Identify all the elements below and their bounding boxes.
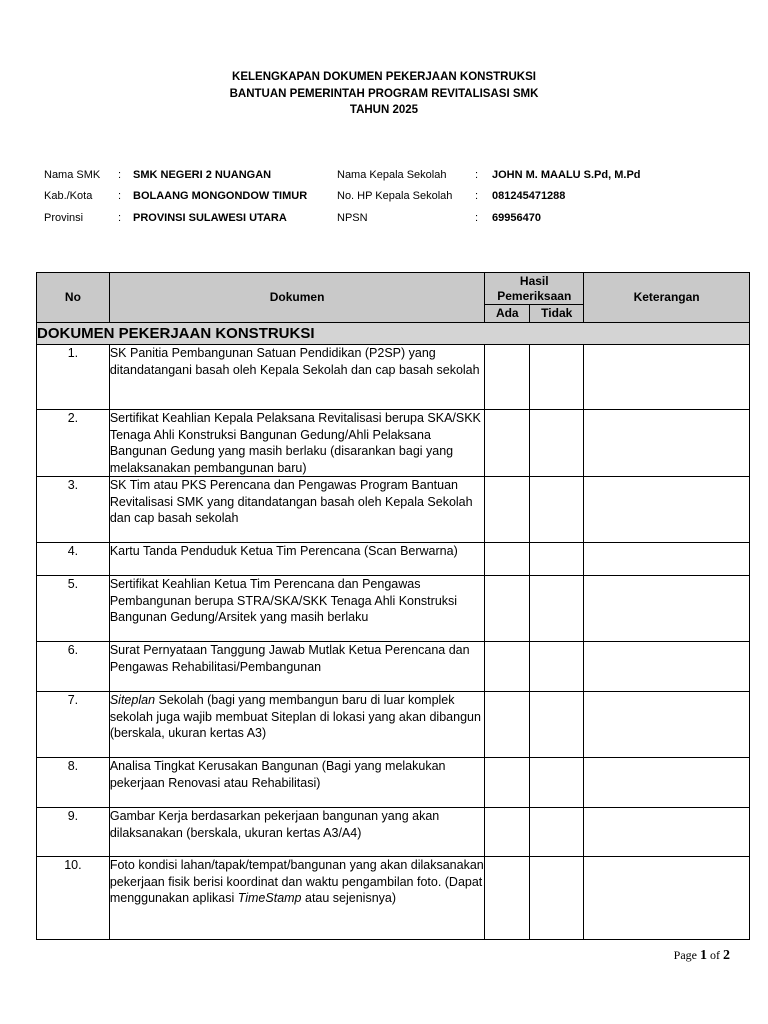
row-document (109, 692, 484, 758)
document-title-line2: BANTUAN PEMERINTAH PROGRAM REVITALISASI SMK (229, 88, 539, 100)
row-number: 3. (37, 477, 110, 543)
npsn-label: NPSN (337, 212, 368, 224)
ada-cell[interactable] (485, 808, 530, 857)
colon: : (118, 169, 122, 181)
timestamp-italic: TimeStamp (237, 891, 302, 905)
keterangan-cell[interactable] (584, 642, 750, 692)
ada-cell[interactable] (485, 642, 530, 692)
document-title-line1: KELENGKAPAN DOKUMEN PEKERJAAN KONSTRUKSI (232, 71, 536, 83)
keterangan-cell[interactable] (584, 576, 750, 642)
tidak-cell[interactable] (530, 410, 584, 477)
page-number: 1 (700, 948, 707, 963)
row-number: 9. (37, 808, 110, 857)
hp-value: 081245471288 (492, 190, 566, 202)
table-row (37, 345, 750, 410)
tidak-cell[interactable] (530, 692, 584, 758)
tidak-cell[interactable] (530, 543, 584, 576)
row-number: 4. (37, 543, 110, 576)
row-document: SK Panitia Pembangunan Satuan Pendidikan (P2SP) yang ditandatangani basah oleh Kepala Sekolah dan cap basah sekolah (109, 345, 484, 410)
page-word: Page (673, 948, 697, 962)
row-number: 10. (37, 857, 110, 940)
row-number: 6. (37, 642, 110, 692)
siteplan-italic: Siteplan (109, 693, 156, 707)
provinsi-value: PROVINSI SULAWESI UTARA (133, 212, 287, 224)
nama-smk-value: SMK NEGERI 2 NUANGAN (133, 169, 272, 181)
table-row (37, 857, 750, 940)
header-keterangan: Keterangan (584, 273, 750, 323)
ada-cell[interactable] (485, 692, 530, 758)
of-word: of (710, 948, 720, 962)
colon: : (475, 169, 479, 181)
row-document-text: Sekolah (bagi yang membangun baru di luar komplek sekolah juga wajib membuat Siteplan di lokasi yang akan dibangun (berskala, ukuran kertas A3) (109, 693, 481, 740)
keterangan-cell[interactable] (584, 345, 750, 410)
provinsi-label: Provinsi (44, 212, 84, 224)
keterangan-cell[interactable] (584, 758, 750, 808)
row-document-text: Foto kondisi lahan/tapak/tempat/bangunan yang akan dilaksanakan pekerjaan fisik berisi koordinat dan waktu pengambilan foto. (Dapat menggunakan aplikasi (109, 858, 484, 905)
header-tidak: Tidak (530, 305, 584, 323)
row-document: Sertifikat Keahlian Kepala Pelaksana Revitalisasi berupa SKA/SKK Tenaga Ahli Konstruksi Bangunan Gedung/Ahli Pelaksana Bangunan Gedung yang masih berlaku (disarankan bagi yang melaksanakan pembangunan baru) (109, 410, 484, 477)
nama-smk-label: Nama SMK (44, 169, 101, 181)
row-document: SK Tim atau PKS Perencana dan Pengawas Program Bantuan Revitalisasi SMK yang ditandatangan basah oleh Kepala Sekolah dan cap basah sekolah (109, 477, 484, 543)
table-row (37, 808, 750, 857)
kepsek-value: JOHN M. MAALU S.Pd, M.Pd (492, 169, 641, 181)
colon: : (475, 190, 479, 202)
keterangan-cell[interactable] (584, 543, 750, 576)
ada-cell[interactable] (485, 758, 530, 808)
page-total: 2 (723, 948, 730, 963)
table-row (37, 543, 750, 576)
header-dokumen: Dokumen (109, 273, 484, 323)
ada-cell[interactable] (485, 410, 530, 477)
ada-cell[interactable] (485, 857, 530, 940)
header-ada: Ada (485, 305, 530, 323)
table-row (37, 477, 750, 543)
row-document: Kartu Tanda Penduduk Ketua Tim Perencana (Scan Berwarna) (109, 543, 484, 576)
colon: : (118, 190, 122, 202)
row-document-text-after: atau sejenisnya) (301, 891, 397, 905)
colon: : (118, 212, 122, 224)
kabkota-value: BOLAANG MONGONDOW TIMUR (133, 190, 308, 202)
document-title-line3: TAHUN 2025 (349, 104, 419, 116)
row-number: 8. (37, 758, 110, 808)
ada-cell[interactable] (485, 543, 530, 576)
keterangan-cell[interactable] (584, 692, 750, 758)
tidak-cell[interactable] (530, 642, 584, 692)
page-footer (674, 948, 730, 964)
table-row (37, 692, 750, 758)
tidak-cell[interactable] (530, 345, 584, 410)
header-no: No (37, 273, 110, 323)
document-checklist-table (36, 272, 750, 940)
ada-cell[interactable] (485, 345, 530, 410)
ada-cell[interactable] (485, 477, 530, 543)
ada-cell[interactable] (485, 576, 530, 642)
row-document: Gambar Kerja berdasarkan pekerjaan bangunan yang akan dilaksanakan (berskala, ukuran kertas A3/A4) (109, 808, 484, 857)
row-document (109, 857, 484, 940)
section-heading: DOKUMEN PEKERJAAN KONSTRUKSI (37, 323, 750, 345)
tidak-cell[interactable] (530, 808, 584, 857)
table-row (37, 642, 750, 692)
row-number: 2. (37, 410, 110, 477)
tidak-cell[interactable] (530, 477, 584, 543)
tidak-cell[interactable] (530, 758, 584, 808)
kabkota-label: Kab./Kota (44, 190, 93, 202)
row-document: Sertifikat Keahlian Ketua Tim Perencana dan Pengawas Pembangunan berupa STRA/SKA/SKK Tenaga Ahli Konstruksi Bangunan Gedung/Arsitek yang masih berlaku (109, 576, 484, 642)
table-row (37, 758, 750, 808)
kepsek-label: Nama Kepala Sekolah (337, 169, 447, 181)
row-number: 1. (37, 345, 110, 410)
tidak-cell[interactable] (530, 576, 584, 642)
row-document: Analisa Tingkat Kerusakan Bangunan (Bagi yang melakukan pekerjaan Renovasi atau Rehabilitasi) (109, 758, 484, 808)
keterangan-cell[interactable] (584, 410, 750, 477)
keterangan-cell[interactable] (584, 808, 750, 857)
keterangan-cell[interactable] (584, 477, 750, 543)
header-hasil-pemeriksaan: Hasil Pemeriksaan (485, 273, 584, 305)
table-row (37, 576, 750, 642)
npsn-value: 69956470 (492, 212, 541, 224)
colon: : (475, 212, 479, 224)
row-number: 5. (37, 576, 110, 642)
tidak-cell[interactable] (530, 857, 584, 940)
row-number: 7. (37, 692, 110, 758)
table-row (37, 410, 750, 477)
row-document: Surat Pernyataan Tanggung Jawab Mutlak Ketua Perencana dan Pengawas Rehabilitasi/Pembangunan (109, 642, 484, 692)
keterangan-cell[interactable] (584, 857, 750, 940)
hp-label: No. HP Kepala Sekolah (337, 190, 453, 202)
